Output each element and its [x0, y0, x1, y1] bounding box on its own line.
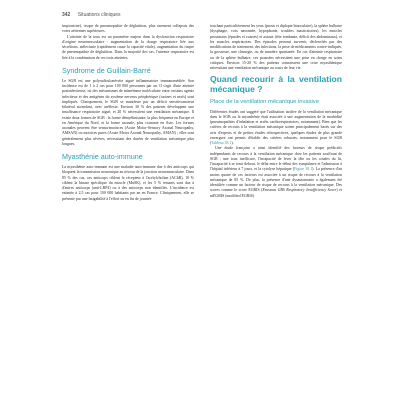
paragraph: inspiratoire), risque de pneumopathie de déglutition, plus rarement collapsus des voies aériennes supérieures.: [62, 24, 194, 34]
paragraph: touchant particulièrement les yeux (ptosis et diplopie binoculaire), la sphère bulbaire (dysphagie, voix nasonnée, hypophonie, troubles masticatoires), les muscles proximaux (épaules et cuisses) et axiaux (tête tombante, déficit des abdominaux), et les muscles respiratoires. Des épisodes peuvent survenir, déclenchés par des modifications de traitement, des infections, la prise de médicaments contre-indiqués, la grossesse, une chirurgie, ou de manière spontanée. En cas d'atteinte respiratoire ou de la sphère bulbaire, ces poussées nécessitent une prise en charge en soins critiques. Environ 15-20 % des patients connaissent une crise myasthénique nécessitant une ventilation mécanique au cours de leur vie.: [210, 24, 342, 70]
paragraph: La myasthénie auto-immune est une maladie auto-immune due à des anticorps qui bloquent la transmission neuronique au niveau de la jonction neuromusculaire. Dans 85 % des cas, ces anticorps ciblent le récepteur à l'acétylcholine (AChR), 10 % ciblent la kinase spécifique du muscle (MuSK), et les 5 % restants sont dus à d'autres anticorps (anti-LRP4) ou à des anticorps non identifiés. L'incidence est estimée à 2,5 cas pour 100 000 habitants par an en France. Cliniquement, elle se présente par une fatigabilité à l'effort ou en fin de journée: [62, 165, 194, 201]
running-head-title: Situations cliniques: [77, 12, 121, 18]
section-heading-myasthenie: Myasthénie auto-immune: [62, 152, 143, 161]
page-number: 342: [62, 12, 71, 18]
main-heading: Quand recourir à la ventilation mécanique ?: [210, 74, 342, 94]
section-heading-guillain-barre: Syndrome de Guillain-Barré: [62, 65, 151, 75]
left-column: [62, 24, 194, 202]
paragraph: Le SGB est une polyradiculonévrite aiguë inflammatoire immunomédiée. Son incidence est de 1 à 2 cas pour 100 000 personnes par an. Il s'agit d'une atteinte postinfectieuse, où des mécanismes de mimétisme moléculaire entre certains agents infectieux et des antigènes du système nerveux périphérique (racines et nerfs) sont impliqués. Cliniquement, le SGB se manifeste par un déficit sensitivomoteur bilatéral ascendant, avec aréflexie. Environ 30 % des patients développent une insuffisance respiratoire aiguë, et 20 % nécessitent une ventilation mécanique. Il existe deux formes de SGB : la forme démyélinisante, la plus fréquente en Europe et en Amérique du Nord, et la forme axonale, plus courante en Asie. Les formes axonales peuvent être sensorimotrices (Acute Motor-Sensory Axonal Neuropathy, AMSAN) ou motrices pures (Acute Motor Axonal Neuropathy, AMAN) ; elles sont généralement plus sévères, nécessitant des durées de ventilation mécanique plus longues.: [62, 78, 194, 146]
paragraph: Une étude française a ainsi identifié des facteurs de risque prédictifs indépendants de recours à la ventilation mécanique chez les patients souffrant de SGB : une toux inefficace, l'incapacité de lever la tête ou les coudes du lit, l'incapacité à se tenir debout, le délai entre le début des symptômes et l'admission à l'hôpital inférieur à 7 jours, et la cytolyse hépatique (Figure 38.1). La présence d'au moins quatre de ces facteurs est associée à un risque de recours à la ventilation mécanique de 85 %. De plus, la présence d'une dysautonomie a également été identifiée comme un facteur de risque de recours à la ventilation mécanique. Des scores comme le score EGRIS (Erasmus GBS Respiratory Insufficiency Score) et mEGRIS (modified EGRIS): [210, 146, 342, 198]
figure-reference-link[interactable]: Figure 38.1: [294, 167, 313, 172]
right-column: [210, 24, 342, 199]
paragraph: L'atteinte de la toux est un paramètre majeur dans la dysfonction respiratoire d'origine neuromusculaire : augmentation de la charge respiratoire liée aux sécrétions, atélectasie (rapidement cause la capacité vitale), augmentation du risque de pneumopathie de déglutition. Dans la majorité des cas, l'atteinte respiratoire est liée à la combinaison de ces trois atteintes.: [62, 34, 194, 60]
running-head: [62, 12, 362, 21]
paragraph: Différentes études ont suggéré que l'utilisation tardive de la ventilation mécanique dans le SGB ou la myasthénie était associée à une augmentation de la morbidité (pneumopathies d'inhalation et arrêts cardiorespiratoires, notamment). Bien que les critères de recours à la ventilation mécanique soient principalement basés sur des avis d'experts et de petites études rétrospectives, quelques études de plus grande envergure ont permis d'établir des critères robustes, notamment pour le SGB (Tableau 38.1).: [210, 109, 342, 146]
sub-heading: Place de la ventilation mécanique invasive: [210, 99, 319, 106]
table-reference-link[interactable]: Tableau 38.1: [211, 141, 232, 146]
